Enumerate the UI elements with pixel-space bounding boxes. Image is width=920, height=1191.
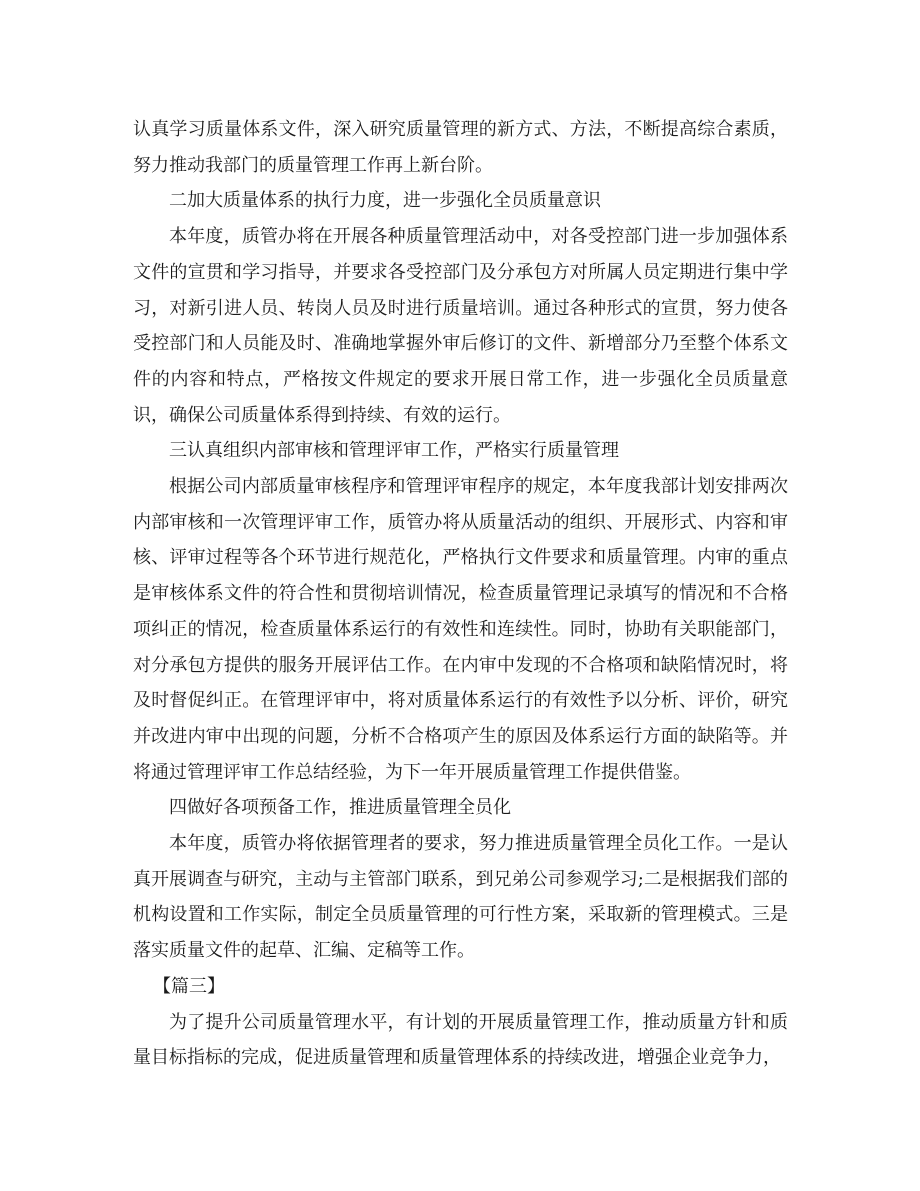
chapter-marker: 【篇三】 [153,975,225,997]
paragraph: 本年度，质管办将在开展各种质量管理活动中，对各受控部门进一步加强体系文件的宣贯和学习指导，并要求各受控部门及分承包方对所属人员定期进行集中学习，对新引进人员、转岗人员及时进行质量培训。通过各种形式的宣贯，努力使各受控部门和人员能及时、准确地掌握外审后修订的文件、新增部分乃至整个体系文件的内容和特点，严格按文件规定的要求开展日常工作，进一步强化全员质量意识，确保公司质量体系得到持续、有效的运行。 [133,226,788,426]
paragraph: 本年度，质管办将依据管理者的要求，努力推进质量管理全员化工作。一是认真开展调查与研究，主动与主管部门联系，到兄弟公司参观学习;二是根据我们部的机构设置和工作实际，制定全员质量管理的可行性方案，采取新的管理模式。三是落实质量文件的起草、汇编、定稿等工作。 [133,833,788,962]
paragraph: 根据公司内部质量审核程序和管理评审程序的规定，本年度我部计划安排两次内部审核和一次管理评审工作，质管办将从质量活动的组织、开展形式、内容和审核、评审过程等各个环节进行规范化，严格执行文件要求和质量管理。内审的重点是审核体系文件的符合性和贯彻培训情况，检查质量管理记录填写的情况和不合格项纠正的情况，检查质量体系运行的有效性和连续性。同时，协助有关职能部门，对分承包方提供的服务开展评估工作。在内审中发现的不合格项和缺陷情况时，将及时督促纠正。在管理评审中，将对质量体系运行的有效性予以分析、评价，研究并改进内审中出现的问题，分析不合格项产生的原因及体系运行方面的缺陷等。并将通过管理评审工作总结经验，为下一年开展质量管理工作提供借鉴。 [133,476,788,783]
paragraph: 为了提升公司质量管理水平，有计划的开展质量管理工作，推动质量方针和质量目标指标的完成，促进质量管理和质量管理体系的持续改进，增强企业竞争力， [133,1011,788,1069]
section-heading-2: 二加大质量体系的执行力度，进一步强化全员质量意识 [169,190,601,212]
document-body [133,112,788,1076]
paragraph-continuation: 认真学习质量体系文件，深入研究质量管理的新方式、方法，不断提高综合素质，努力推动我部门的质量管理工作再上新台阶。 [133,119,788,176]
section-heading-3: 三认真组织内部审核和管理评审工作，严格实行质量管理 [169,440,619,462]
section-heading-4: 四做好各项预备工作，推进质量管理全员化 [169,797,511,819]
